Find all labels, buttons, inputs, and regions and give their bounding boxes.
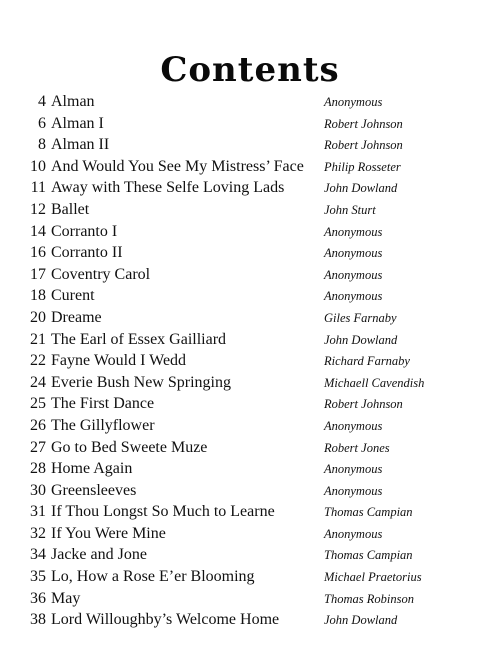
piece-title: Everie Bush New Springing bbox=[51, 373, 231, 391]
page-number: 22 bbox=[30, 352, 46, 370]
page-number: 6 bbox=[38, 114, 46, 132]
composer-name: Anonymous bbox=[324, 526, 383, 541]
piece-title: The Earl of Essex Gailliard bbox=[51, 330, 227, 348]
piece-title: Alman I bbox=[51, 114, 104, 132]
composer-name: Anonymous bbox=[324, 483, 383, 498]
list-item bbox=[0, 480, 500, 502]
list-item bbox=[0, 91, 500, 113]
page-number: 14 bbox=[30, 222, 46, 240]
composer-name: Michaell Cavendish bbox=[324, 375, 425, 390]
composer-name: Michael Praetorius bbox=[324, 570, 422, 585]
composer-name: Anonymous bbox=[324, 246, 383, 261]
composer-name: Anonymous bbox=[324, 462, 383, 477]
list-item bbox=[0, 544, 500, 566]
composer-name: Robert Johnson bbox=[324, 138, 403, 153]
page-number: 4 bbox=[38, 93, 46, 110]
piece-title: May bbox=[51, 589, 81, 607]
page-number: 21 bbox=[30, 330, 46, 348]
page-number: 34 bbox=[30, 546, 46, 564]
list-item bbox=[0, 501, 500, 523]
list-item bbox=[0, 307, 500, 329]
contents-list bbox=[0, 91, 500, 631]
list-item bbox=[0, 609, 500, 631]
piece-title: Alman bbox=[51, 93, 95, 110]
composer-name: Giles Farnaby bbox=[324, 310, 397, 325]
piece-title: And Would You See My Mistress’ Face bbox=[51, 157, 304, 175]
page-number: 36 bbox=[30, 589, 46, 607]
page-number: 32 bbox=[30, 524, 46, 542]
piece-title: Jacke and Jone bbox=[51, 546, 147, 564]
composer-name: Anonymous bbox=[324, 289, 383, 304]
piece-title: Alman II bbox=[51, 136, 110, 154]
list-item bbox=[0, 177, 500, 199]
composer-name: Richard Farnaby bbox=[324, 354, 410, 369]
list-item bbox=[0, 458, 500, 480]
composer-name: John Dowland bbox=[324, 332, 398, 347]
page-number: 35 bbox=[30, 568, 46, 586]
piece-title: Corranto II bbox=[51, 244, 123, 262]
page-number: 16 bbox=[30, 244, 46, 262]
list-item bbox=[0, 523, 500, 545]
list-item bbox=[0, 415, 500, 437]
page-number: 12 bbox=[30, 200, 46, 218]
composer-name: Anonymous bbox=[324, 267, 383, 282]
list-item bbox=[0, 393, 500, 415]
page-number: 18 bbox=[30, 287, 46, 305]
piece-title: If You Were Mine bbox=[51, 524, 166, 542]
piece-title: Corranto I bbox=[51, 222, 118, 240]
composer-name: Robert Johnson bbox=[324, 116, 403, 131]
list-item bbox=[0, 350, 500, 372]
piece-title: Curent bbox=[51, 287, 95, 305]
list-item bbox=[0, 264, 500, 286]
page-number: 38 bbox=[30, 611, 46, 629]
page-number: 26 bbox=[30, 416, 46, 434]
list-item bbox=[0, 372, 500, 394]
piece-title: Coventry Carol bbox=[51, 265, 151, 283]
composer-name: Anonymous bbox=[324, 95, 383, 109]
piece-title: Ballet bbox=[51, 200, 90, 218]
composer-name: Philip Rosseter bbox=[324, 159, 401, 174]
composer-name: John Dowland bbox=[324, 181, 398, 196]
page-number: 30 bbox=[30, 481, 46, 499]
list-item bbox=[0, 156, 500, 178]
piece-title: Fayne Would I Wedd bbox=[51, 352, 187, 370]
piece-title: Home Again bbox=[51, 460, 133, 478]
composer-name: Anonymous bbox=[324, 418, 383, 433]
list-item bbox=[0, 566, 500, 588]
composer-name: Anonymous bbox=[324, 224, 383, 239]
page-number: 25 bbox=[30, 395, 46, 413]
composer-name: John Dowland bbox=[324, 613, 398, 628]
piece-title: Greensleeves bbox=[51, 481, 137, 499]
piece-title: Lo, How a Rose E’er Blooming bbox=[51, 568, 255, 586]
page-number: 24 bbox=[30, 373, 46, 391]
page-number: 8 bbox=[38, 136, 46, 154]
list-item bbox=[0, 242, 500, 264]
piece-title: If Thou Longst So Much to Learne bbox=[51, 503, 275, 521]
composer-name: Thomas Campian bbox=[324, 505, 413, 520]
composer-name: Thomas Robinson bbox=[324, 591, 414, 606]
page-number: 20 bbox=[30, 308, 46, 326]
piece-title: The Gillyflower bbox=[51, 416, 155, 434]
piece-title: Away with These Selfe Loving Lads bbox=[51, 179, 285, 197]
list-item bbox=[0, 134, 500, 156]
page-number: 11 bbox=[30, 179, 46, 197]
list-item bbox=[0, 329, 500, 351]
page-number: 27 bbox=[30, 438, 46, 456]
page-number: 17 bbox=[30, 265, 46, 283]
page-number: 10 bbox=[30, 157, 46, 175]
list-item bbox=[0, 221, 500, 243]
composer-name: John Sturt bbox=[324, 202, 376, 217]
page-title: Contents bbox=[160, 50, 340, 90]
list-item bbox=[0, 113, 500, 135]
piece-title: Go to Bed Sweete Muze bbox=[51, 438, 208, 456]
list-item bbox=[0, 588, 500, 610]
composer-name: Thomas Campian bbox=[324, 548, 413, 563]
list-item bbox=[0, 285, 500, 307]
page-number: 31 bbox=[30, 503, 46, 521]
composer-name: Robert Jones bbox=[324, 440, 390, 455]
piece-title: Dreame bbox=[51, 308, 102, 326]
list-item bbox=[0, 437, 500, 459]
piece-title: Lord Willoughby’s Welcome Home bbox=[51, 611, 280, 629]
page-number: 28 bbox=[30, 460, 46, 478]
list-item bbox=[0, 199, 500, 221]
composer-name: Robert Johnson bbox=[324, 397, 403, 412]
piece-title: The First Dance bbox=[51, 395, 155, 413]
